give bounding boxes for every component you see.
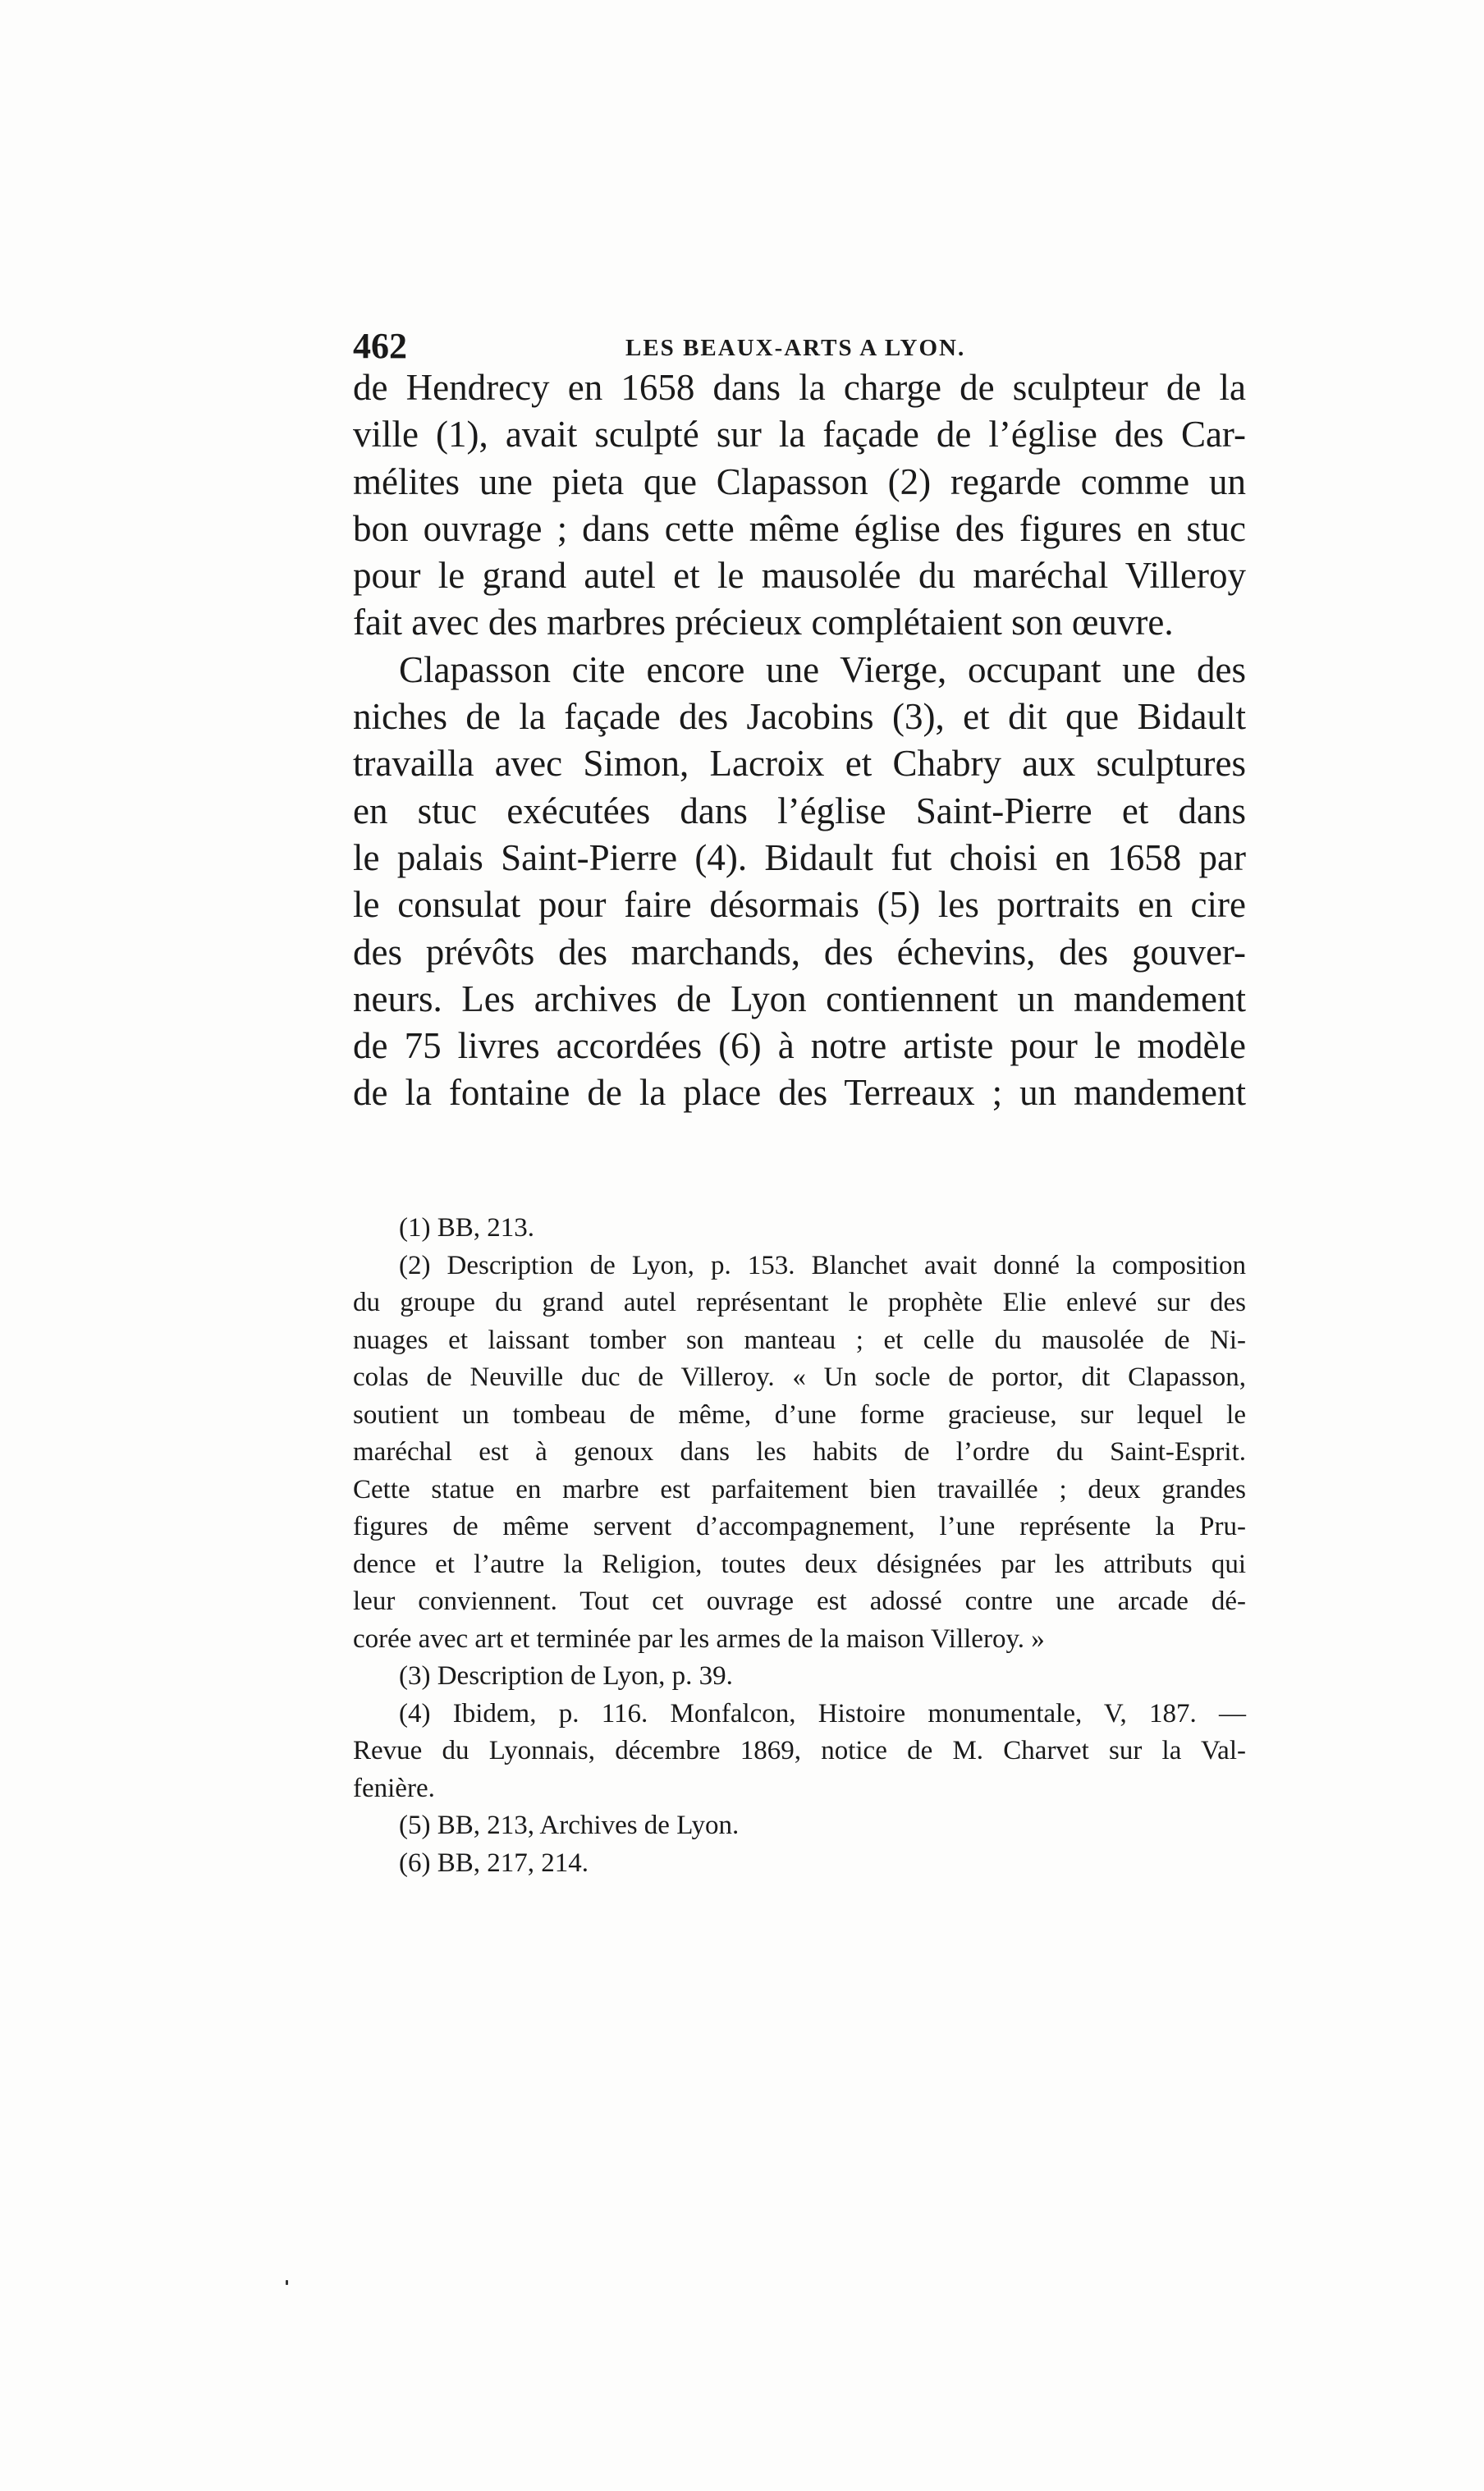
footnote-line: Cette statue en marbre est parfaitement bien travaillée ; deux grandes	[353, 1474, 1246, 1504]
body-line: fait avec des marbres précieux complétaient son œuvre.	[353, 602, 1174, 643]
footnote-line: leur conviennent. Tout cet ouvrage est adossé contre une arcade dé-	[353, 1587, 1246, 1616]
running-title: LES BEAUX-ARTS A LYON.	[625, 335, 966, 361]
footnote-line: (2) Description de Lyon, p. 153. Blanchet avait donné la composition	[399, 1250, 1246, 1280]
body-line: neurs. Les archives de Lyon contiennent un mandement	[353, 978, 1246, 1019]
page-header	[353, 322, 1246, 371]
footnote-line: du groupe du grand autel représentant le prophète Elie enlevé sur des	[353, 1288, 1246, 1317]
body-line: en stuc exécutées dans l’église Saint-Pierre et dans	[353, 790, 1246, 831]
footnote-line: (5) BB, 213, Archives de Lyon.	[399, 1811, 740, 1840]
page-number: 462	[353, 326, 407, 366]
body-line: des prévôts des marchands, des échevins, des gouver-	[353, 931, 1246, 973]
body-line: mélites une pieta que Clapasson (2) regarde comme un	[353, 460, 1246, 502]
body-line: bon ouvrage ; dans cette même église des figures en stuc	[353, 507, 1246, 549]
footnote-line: soutient un tombeau de même, d’une forme gracieuse, sur lequel le	[353, 1399, 1246, 1430]
footnote-line: (6) BB, 217, 214.	[399, 1848, 589, 1878]
footnote-line: (3) Description de Lyon, p. 39.	[399, 1661, 733, 1691]
body-line: de 75 livres accordées (6) à notre artiste pour le modèle	[353, 1025, 1246, 1067]
body-line: travailla avec Simon, Lacroix et Chabry aux sculptures	[353, 743, 1246, 785]
footnote-line: colas de Neuville duc de Villeroy. « Un socle de portor, dit Clapasson,	[353, 1362, 1246, 1392]
footnote-line: dence et l’autre la Religion, toutes deux désignées par les attributs qui	[353, 1549, 1246, 1579]
footnote-line: Revue du Lyonnais, décembre 1869, notice de M. Charvet sur la Val-	[353, 1736, 1246, 1765]
footnote-line: (4) Ibidem, p. 116. Monfalcon, Histoire monumentale, V, 187. —	[399, 1698, 1246, 1729]
body-line: le palais Saint-Pierre (4). Bidault fut choisi en 1658 par	[353, 836, 1246, 878]
footnote-line: (1) BB, 213.	[399, 1213, 534, 1243]
footnote-line: figures de même servent d’accompagnement, l’une représente la Pru-	[353, 1512, 1246, 1541]
footnote-line: fenière.	[353, 1773, 435, 1803]
body-line: niches de la façade des Jacobins (3), et dit que Bidault	[353, 696, 1246, 738]
footnotes	[353, 1210, 1246, 1882]
scan-speck	[286, 2280, 288, 2285]
body-text	[353, 364, 1246, 1117]
body-line: pour le grand autel et le mausolée du maréchal Villeroy	[353, 555, 1246, 597]
body-line: ville (1), avait sculpté sur la façade de l’église des Car-	[353, 414, 1246, 456]
body-line: le consulat pour faire désormais (5) les portraits en cire	[353, 884, 1246, 926]
body-line: de la fontaine de la place des Terreaux ; un mandement	[353, 1072, 1246, 1114]
footnote-line: nuages et laissant tomber son manteau ; et celle du mausolée de Ni-	[353, 1325, 1246, 1355]
body-line: Clapasson cite encore une Vierge, occupant une des	[399, 648, 1246, 690]
body-line: de Hendrecy en 1658 dans la charge de sculpteur de la	[353, 367, 1246, 408]
footnote-line: maréchal est à genoux dans les habits de l’ordre du Saint-Esprit.	[353, 1437, 1246, 1467]
footnote-line: corée avec art et terminée par les armes de la maison Villeroy. »	[353, 1623, 1045, 1654]
